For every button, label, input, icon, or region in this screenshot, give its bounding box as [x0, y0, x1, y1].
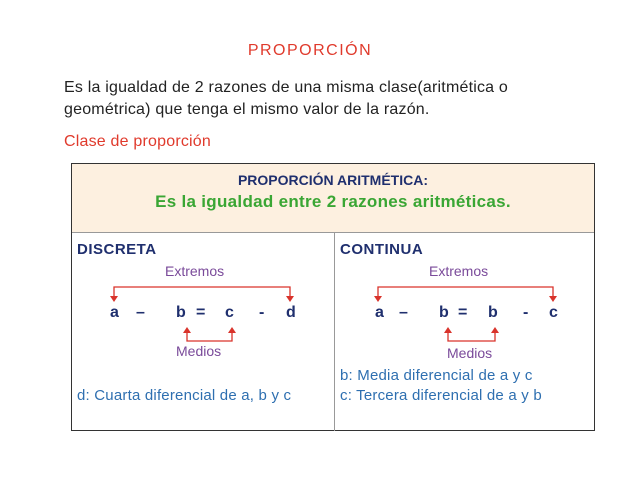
continua-term-c: c [549, 304, 558, 321]
discreta-term-a: a [110, 304, 119, 321]
discreta-cell [72, 233, 334, 431]
continua-term-a: a [375, 304, 384, 321]
discreta-extremos-arrow-right [286, 296, 294, 302]
discreta-term-d: d [286, 304, 296, 321]
page-title: PROPORCIÓN [247, 42, 373, 59]
discreta-medios-arrow-right [228, 327, 236, 333]
discreta-term-b: b [176, 304, 186, 321]
discreta-op-equals: = [196, 304, 206, 321]
discreta-medios-label: Medios [176, 343, 222, 359]
continua-medios-label: Medios [447, 345, 493, 361]
continua-extremos-arrow-right [549, 296, 557, 302]
discreta-op-minus-2: - [259, 304, 265, 321]
discreta-medios-arrow-left [183, 327, 191, 333]
continua-op-minus-1: – [399, 304, 408, 321]
continua-note-2: c: Tercera diferencial de a y b [340, 387, 542, 404]
continua-medios-bracket [448, 331, 495, 341]
continua-extremos-label: Extremos [429, 263, 489, 279]
continua-cell [335, 233, 595, 431]
section-subtitle: Clase de proporción [64, 133, 211, 150]
continua-heading: CONTINUA [340, 241, 424, 258]
continua-op-minus-2: - [523, 304, 529, 321]
discreta-extremos-bracket [114, 287, 290, 298]
discreta-extremos-arrow-left [110, 296, 118, 302]
table-header [72, 164, 594, 233]
table-header-title: PROPORCIÓN ARITMÉTICA: [237, 172, 429, 188]
discreta-op-minus-1: – [136, 304, 145, 321]
continua-note-1: b: Media diferencial de a y c [340, 367, 533, 384]
discreta-extremos-label: Extremos [165, 263, 225, 279]
discreta-heading: DISCRETA [77, 241, 157, 258]
definition-text: Es la igualdad de 2 razones de una misma clase(aritmética o geométrica) que tenga el mismo valor de la razón. [64, 79, 509, 118]
proportion-table [71, 163, 595, 431]
discreta-medios-bracket [187, 331, 232, 341]
continua-term-b1: b [439, 304, 449, 321]
discreta-note-1: d: Cuarta diferencial de a, b y c [77, 387, 292, 404]
continua-extremos-bracket [378, 287, 553, 298]
discreta-term-c: c [225, 304, 234, 321]
continua-op-equals: = [458, 304, 468, 321]
table-header-subtitle: Es la igualdad entre 2 razones aritméticas. [155, 192, 511, 211]
continua-term-b2: b [488, 304, 498, 321]
continua-medios-arrow-left [444, 327, 452, 333]
continua-medios-arrow-right [491, 327, 499, 333]
continua-extremos-arrow-left [374, 296, 382, 302]
